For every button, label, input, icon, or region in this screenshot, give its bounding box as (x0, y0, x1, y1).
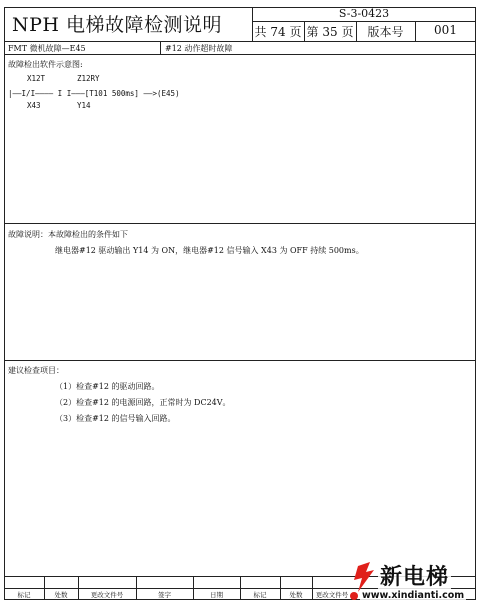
description-body: 继电器#12 驱动输出 Y14 为 ON，继电器#12 信号输入 X43 为 OFF 持续 500ms。 (55, 246, 364, 255)
version-value: 001 (434, 23, 457, 37)
description-heading: 故障说明：本故障检出的条件如下 (8, 230, 128, 239)
check-item: （2）检查#12 的电源回路，正常时为 DC24V。 (55, 398, 231, 407)
fault-name: #12 动作超时故障 (165, 44, 233, 53)
contact-label-z12ry: Z12RY (77, 74, 100, 83)
footer-cell-date: 日期 (210, 591, 223, 599)
footer-cell-mark: 标记 (17, 591, 31, 599)
watermark-brand: 新电梯 (378, 560, 451, 591)
footer-cell-mark: 标记 (253, 591, 267, 599)
header-row-divider (252, 21, 476, 22)
watermark-logo (344, 558, 478, 604)
page-number: 第 35 页 (306, 25, 354, 39)
contact-label-x12t: X12T (27, 74, 46, 83)
version-label: 版本号 (367, 25, 404, 39)
total-pages: 共 74 页 (254, 25, 302, 39)
subheader-bottom-line (4, 54, 476, 55)
footer-cell-change-doc: 更改文件号 (90, 591, 124, 599)
check-item: （3）检查#12 的信号输入回路。 (55, 414, 176, 423)
fault-code: FMT 微机故障—E45 (8, 44, 86, 53)
watermark-url: www.xindianti.com (362, 590, 465, 601)
subheader-divider (160, 41, 161, 54)
contact-label-x43: X43 (27, 101, 41, 110)
check-item: （1）检查#12 的驱动回路。 (55, 382, 160, 391)
diagram-heading: 故障检出软件示意图: (8, 60, 83, 69)
footer-cell-change-doc: 更改文件号 (315, 591, 349, 599)
doc-number: S-3-0423 (338, 7, 390, 20)
document-title: NPH 电梯故障检测说明 (12, 14, 223, 36)
section-divider (4, 223, 476, 224)
section-divider (4, 360, 476, 361)
ladder-logic-line: |——I/I———— I I———[T101 500ms] ——>(E45) (8, 89, 180, 98)
header-bottom-line (4, 41, 476, 42)
check-heading: 建议检查项目： (8, 366, 64, 375)
footer-cell-count: 处数 (289, 591, 303, 599)
footer-cell-signature: 签字 (158, 591, 171, 599)
contact-label-y14: Y14 (77, 101, 91, 110)
footer-cell-count: 处数 (54, 591, 68, 599)
